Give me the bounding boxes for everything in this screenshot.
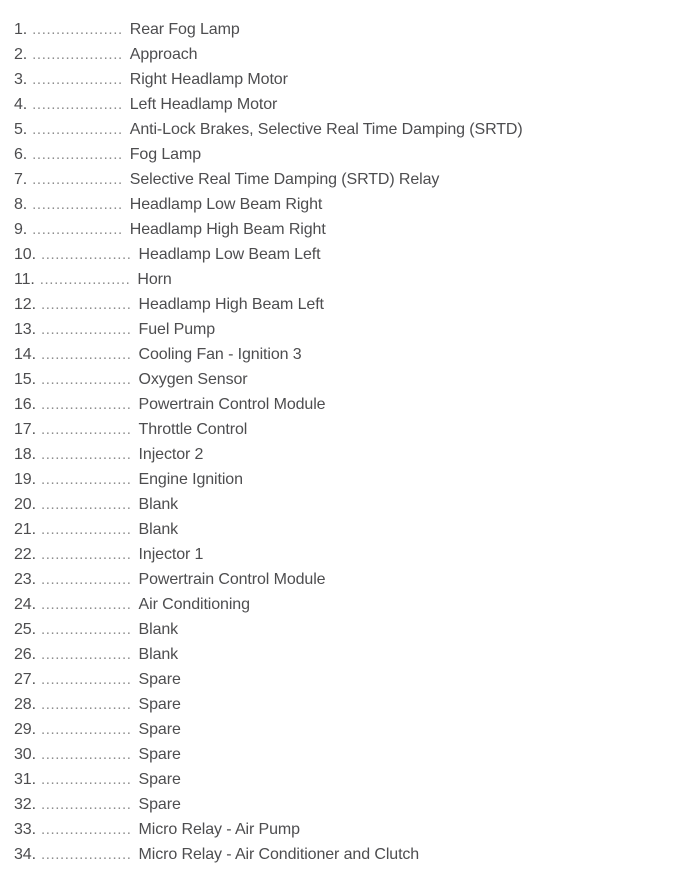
dot-leader: ................... bbox=[32, 196, 123, 213]
list-item bbox=[14, 642, 669, 667]
list-item bbox=[14, 317, 669, 342]
dot-leader: ................... bbox=[40, 571, 132, 588]
list-item bbox=[14, 842, 669, 867]
item-label: Fuel Pump bbox=[138, 321, 216, 338]
dot-leader: ................... bbox=[39, 271, 131, 288]
list-item bbox=[14, 792, 669, 817]
dot-leader: ................... bbox=[40, 246, 132, 263]
list-item bbox=[14, 692, 669, 717]
item-label: Micro Relay - Air Pump bbox=[138, 821, 300, 838]
item-number: 31. bbox=[14, 771, 36, 788]
item-number: 5. bbox=[14, 121, 28, 138]
item-number: 19. bbox=[14, 471, 36, 488]
item-label: Right Headlamp Motor bbox=[129, 71, 288, 88]
dot-leader: ................... bbox=[32, 21, 123, 38]
item-number: 32. bbox=[14, 796, 36, 813]
item-number: 30. bbox=[14, 746, 36, 763]
item-number: 15. bbox=[14, 371, 36, 388]
item-number: 25. bbox=[14, 621, 36, 638]
item-number: 33. bbox=[14, 821, 36, 838]
dot-leader: ................... bbox=[32, 171, 123, 188]
list-item bbox=[14, 467, 669, 492]
dot-leader: ................... bbox=[32, 221, 123, 238]
list-item bbox=[14, 342, 669, 367]
item-label: Spare bbox=[138, 796, 181, 813]
dot-leader: ................... bbox=[32, 121, 123, 138]
item-label: Spare bbox=[138, 696, 181, 713]
list-item bbox=[14, 192, 669, 217]
item-number: 34. bbox=[14, 846, 36, 863]
item-number: 12. bbox=[14, 296, 36, 313]
item-label: Headlamp Low Beam Right bbox=[129, 196, 323, 213]
item-label: Powertrain Control Module bbox=[138, 571, 326, 588]
item-label: Blank bbox=[138, 496, 179, 513]
list-item bbox=[14, 367, 669, 392]
list-item bbox=[14, 42, 669, 67]
dot-leader: ................... bbox=[40, 771, 132, 788]
dot-leader: ................... bbox=[32, 146, 123, 163]
dot-leader: ................... bbox=[40, 821, 132, 838]
item-number: 22. bbox=[14, 546, 36, 563]
item-label: Blank bbox=[138, 621, 179, 638]
item-number: 24. bbox=[14, 596, 36, 613]
item-number: 18. bbox=[14, 446, 36, 463]
list-item bbox=[14, 17, 669, 42]
item-number: 2. bbox=[14, 46, 28, 63]
dot-leader: ................... bbox=[40, 621, 132, 638]
item-label: Injector 2 bbox=[138, 446, 204, 463]
item-label: Spare bbox=[138, 721, 181, 738]
item-label: Air Conditioning bbox=[138, 596, 250, 613]
list-item bbox=[14, 542, 669, 567]
list-item bbox=[14, 567, 669, 592]
dot-leader: ................... bbox=[40, 746, 132, 763]
list-item bbox=[14, 92, 669, 117]
list-item bbox=[14, 817, 669, 842]
item-number: 1. bbox=[14, 21, 28, 38]
list-item bbox=[14, 767, 669, 792]
list-item bbox=[14, 492, 669, 517]
item-label: Headlamp High Beam Left bbox=[138, 296, 324, 313]
dot-leader: ................... bbox=[40, 521, 132, 538]
dot-leader: ................... bbox=[40, 796, 132, 813]
dot-leader: ................... bbox=[40, 471, 132, 488]
item-label: Headlamp Low Beam Left bbox=[138, 246, 321, 263]
item-label: Selective Real Time Damping (SRTD) Relay bbox=[129, 171, 440, 188]
item-number: 28. bbox=[14, 696, 36, 713]
item-label: Micro Relay - Air Conditioner and Clutch bbox=[138, 846, 420, 863]
list-item bbox=[14, 117, 669, 142]
item-label: Rear Fog Lamp bbox=[129, 21, 240, 38]
dot-leader: ................... bbox=[40, 721, 132, 738]
dot-leader: ................... bbox=[40, 696, 132, 713]
dot-leader: ................... bbox=[40, 296, 132, 313]
list-item bbox=[14, 167, 669, 192]
item-number: 21. bbox=[14, 521, 36, 538]
dot-leader: ................... bbox=[40, 596, 132, 613]
item-label: Fog Lamp bbox=[129, 146, 201, 163]
item-number: 8. bbox=[14, 196, 28, 213]
dot-leader: ................... bbox=[40, 446, 132, 463]
dot-leader: ................... bbox=[40, 496, 132, 513]
item-label: Anti-Lock Brakes, Selective Real Time Damping (SRTD) bbox=[129, 121, 523, 138]
dot-leader: ................... bbox=[40, 321, 132, 338]
item-number: 6. bbox=[14, 146, 28, 163]
list-item bbox=[14, 242, 669, 267]
list-item bbox=[14, 667, 669, 692]
item-number: 11. bbox=[14, 271, 35, 288]
item-number: 9. bbox=[14, 221, 28, 238]
item-number: 26. bbox=[14, 646, 36, 663]
item-number: 27. bbox=[14, 671, 36, 688]
dot-leader: ................... bbox=[40, 846, 132, 863]
item-number: 14. bbox=[14, 346, 36, 363]
item-label: Cooling Fan - Ignition 3 bbox=[138, 346, 302, 363]
item-label: Left Headlamp Motor bbox=[129, 96, 278, 113]
dot-leader: ................... bbox=[40, 346, 132, 363]
item-label: Spare bbox=[138, 771, 181, 788]
item-label: Headlamp High Beam Right bbox=[129, 221, 326, 238]
list-item bbox=[14, 142, 669, 167]
dot-leader: ................... bbox=[40, 546, 132, 563]
list-item bbox=[14, 517, 669, 542]
dot-leader: ................... bbox=[32, 71, 123, 88]
item-number: 17. bbox=[14, 421, 36, 438]
list-item bbox=[14, 267, 669, 292]
item-label: Approach bbox=[129, 46, 198, 63]
item-label: Injector 1 bbox=[138, 546, 204, 563]
dot-leader: ................... bbox=[40, 421, 132, 438]
list-item bbox=[14, 292, 669, 317]
item-number: 4. bbox=[14, 96, 28, 113]
item-number: 7. bbox=[14, 171, 28, 188]
item-number: 23. bbox=[14, 571, 36, 588]
item-number: 16. bbox=[14, 396, 36, 413]
item-label: Blank bbox=[138, 521, 179, 538]
list-item bbox=[14, 742, 669, 767]
dot-leader: ................... bbox=[40, 396, 132, 413]
item-label: Spare bbox=[138, 671, 181, 688]
item-label: Powertrain Control Module bbox=[138, 396, 326, 413]
item-label: Throttle Control bbox=[138, 421, 248, 438]
list-item bbox=[14, 392, 669, 417]
item-number: 3. bbox=[14, 71, 28, 88]
list-item bbox=[14, 442, 669, 467]
item-label: Horn bbox=[137, 271, 172, 288]
list-item bbox=[14, 217, 669, 242]
list-item bbox=[14, 67, 669, 92]
dot-leader: ................... bbox=[40, 671, 132, 688]
dot-leader: ................... bbox=[40, 646, 132, 663]
item-label: Oxygen Sensor bbox=[138, 371, 248, 388]
item-number: 13. bbox=[14, 321, 36, 338]
item-number: 10. bbox=[14, 246, 36, 263]
dot-leader: ................... bbox=[32, 96, 123, 113]
dot-leader: ................... bbox=[40, 371, 132, 388]
list-item bbox=[14, 617, 669, 642]
list-item bbox=[14, 592, 669, 617]
item-number: 29. bbox=[14, 721, 36, 738]
list-item bbox=[14, 417, 669, 442]
item-label: Blank bbox=[138, 646, 179, 663]
item-label: Spare bbox=[138, 746, 181, 763]
list-item bbox=[14, 717, 669, 742]
item-label: Engine Ignition bbox=[138, 471, 243, 488]
item-number: 20. bbox=[14, 496, 36, 513]
dot-leader: ................... bbox=[32, 46, 123, 63]
